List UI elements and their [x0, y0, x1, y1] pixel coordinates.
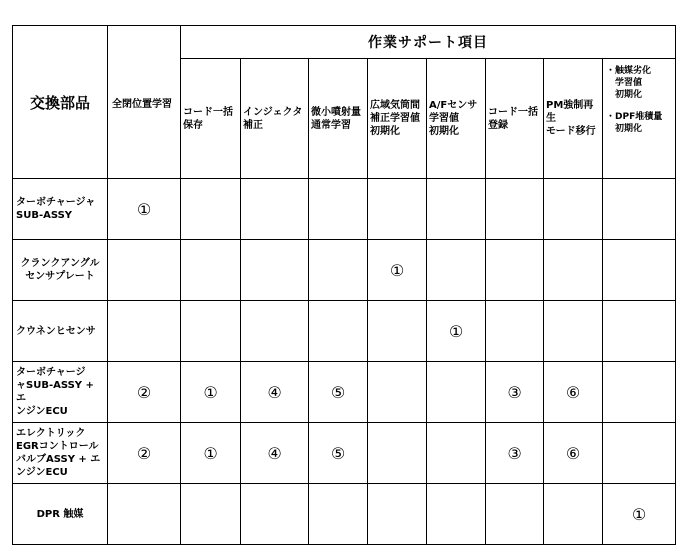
mark-cell: [368, 362, 427, 423]
mark-cell: [368, 179, 427, 240]
table-row: [13, 484, 676, 545]
row-label: ターボチャージャ SUB-ASSY: [13, 179, 108, 240]
mark-cell: [544, 240, 603, 301]
mark-cell: [309, 484, 368, 545]
mark-cell: ④: [241, 423, 309, 484]
mark-cell: [544, 484, 603, 545]
mark-cell: [486, 179, 544, 240]
table-row: [13, 301, 676, 362]
col-header-code-register: コード一括 登録: [486, 59, 544, 179]
col-header-catalyst-dpf: [603, 59, 676, 179]
mark-cell: [181, 301, 241, 362]
mark-cell: [309, 240, 368, 301]
mark-cell: ①: [108, 179, 181, 240]
table-row: [13, 179, 676, 240]
mark-cell: ①: [181, 362, 241, 423]
mark-cell: ①: [603, 484, 676, 545]
mark-cell: [368, 423, 427, 484]
mark-cell: ④: [241, 362, 309, 423]
mark-cell: ①: [368, 240, 427, 301]
mark-cell: [603, 362, 676, 423]
mark-cell: [108, 301, 181, 362]
col-header-af-sensor: A/Fセンサ 学習値 初期化: [427, 59, 486, 179]
mark-cell: [427, 423, 486, 484]
dpf-init-label: ・DPF堆積量 初期化: [606, 112, 663, 134]
row-label: DPR 触媒: [13, 484, 108, 545]
mark-cell: [544, 301, 603, 362]
mark-cell: [486, 240, 544, 301]
row-label: クウネンヒセンサ: [13, 301, 108, 362]
col-header-code-save: コード一括 保存: [181, 59, 241, 179]
mark-cell: ①: [181, 423, 241, 484]
mark-cell: ⑥: [544, 423, 603, 484]
mark-cell: ③: [486, 362, 544, 423]
mark-cell: [603, 301, 676, 362]
row-label: エレクトリック EGRコントロール バルブASSY + エ ンジンECU: [13, 423, 108, 484]
mark-cell: [181, 179, 241, 240]
catalyst-init-label: ・触媒劣化 学習値 初期化: [606, 66, 652, 100]
table-row: [13, 362, 676, 423]
mark-cell: ②: [108, 362, 181, 423]
mark-cell: [309, 301, 368, 362]
support-items-header: 作業サポート項目: [181, 26, 676, 59]
table-row: [13, 240, 676, 301]
work-support-table: [12, 25, 676, 545]
mark-cell: [309, 179, 368, 240]
mark-cell: ②: [108, 423, 181, 484]
header-row-1: [13, 26, 676, 59]
mark-cell: ⑤: [309, 362, 368, 423]
mark-cell: [108, 484, 181, 545]
col-header-injector: インジェクタ 補正: [241, 59, 309, 179]
mark-cell: [544, 179, 603, 240]
mark-cell: [427, 240, 486, 301]
row-label: ターボチャージ ャSUB-ASSY + エ ンジンECU: [13, 362, 108, 423]
mark-cell: [181, 240, 241, 301]
mark-cell: [486, 484, 544, 545]
mark-cell: [603, 423, 676, 484]
mark-cell: ⑥: [544, 362, 603, 423]
col-header-cylinder-correction: 広域気筒間 補正学習値 初期化: [368, 59, 427, 179]
parts-header: 交換部品: [13, 26, 108, 179]
mark-cell: [241, 484, 309, 545]
mark-cell: [241, 240, 309, 301]
mark-cell: [368, 484, 427, 545]
table-row: [13, 423, 676, 484]
mark-cell: [241, 301, 309, 362]
mark-cell: [181, 484, 241, 545]
mark-cell: [108, 240, 181, 301]
mark-cell: [603, 240, 676, 301]
col-header-pm-regeneration: PM強制再生 モード移行: [544, 59, 603, 179]
mark-cell: [241, 179, 309, 240]
mark-cell: [427, 362, 486, 423]
mark-cell: [427, 484, 486, 545]
mark-cell: ①: [427, 301, 486, 362]
row-label: クランクアングル センサプレート: [13, 240, 108, 301]
mark-cell: ⑤: [309, 423, 368, 484]
full-closed-header: 全閉位置学習: [108, 26, 181, 179]
mark-cell: [486, 301, 544, 362]
mark-cell: [427, 179, 486, 240]
col-header-micro-injection: 微小噴射量 通常学習: [309, 59, 368, 179]
mark-cell: ③: [486, 423, 544, 484]
mark-cell: [368, 301, 427, 362]
mark-cell: [603, 179, 676, 240]
